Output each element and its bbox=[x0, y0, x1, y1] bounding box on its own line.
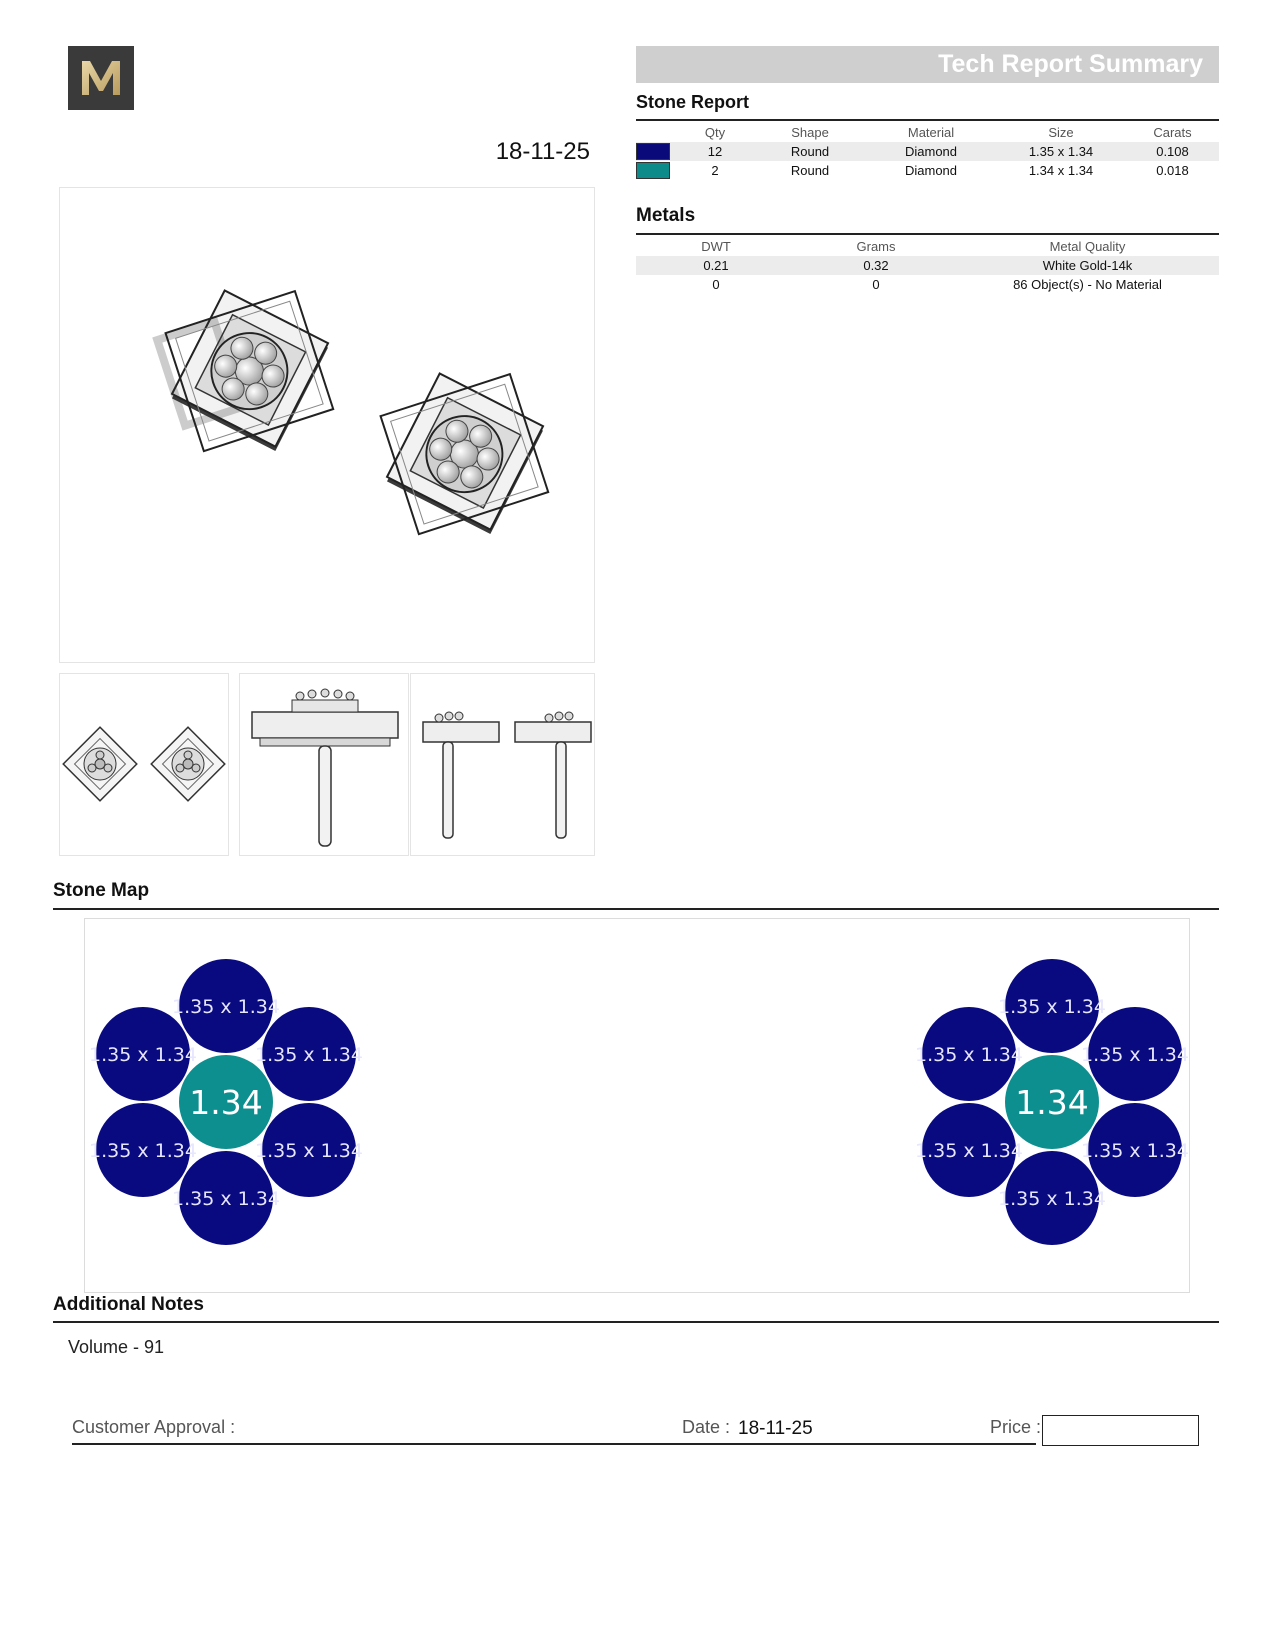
stone-size-label: 1.35 x 1.34 bbox=[1081, 1140, 1189, 1162]
stone-size-label: 1.35 x 1.34 bbox=[89, 1140, 197, 1162]
notes-text: Volume - 91 bbox=[68, 1337, 165, 1357]
stone-size-label: 1.35 x 1.34 bbox=[915, 1044, 1023, 1066]
notes-divider bbox=[53, 1321, 1219, 1323]
col-material: Material bbox=[907, 124, 955, 140]
table-row bbox=[636, 142, 1219, 161]
stone-size-label: 1.35 x 1.34 bbox=[255, 1140, 363, 1162]
shape-cell: Round bbox=[790, 163, 830, 178]
stone-report-table bbox=[636, 122, 1219, 180]
col-dwt: DWT bbox=[701, 238, 731, 254]
col-carats: Carats bbox=[1153, 124, 1192, 140]
quality-cell: 86 Object(s) - No Material bbox=[1013, 277, 1162, 292]
stone-report-divider bbox=[636, 119, 1219, 121]
col-size: Size bbox=[1048, 124, 1074, 140]
notes-title: Additional Notes bbox=[53, 1294, 204, 1315]
stone-cluster bbox=[89, 959, 363, 1245]
stone-report-title: Stone Report bbox=[636, 92, 750, 112]
stone-cluster bbox=[915, 959, 1189, 1245]
thumbnail-side-view[interactable] bbox=[239, 673, 409, 856]
grams-cell: 0 bbox=[872, 277, 880, 292]
stone-size-label: 1.35 x 1.34 bbox=[998, 1188, 1106, 1210]
material-cell: Diamond bbox=[904, 163, 958, 178]
center-stone-label: 1.34 bbox=[1015, 1083, 1089, 1122]
stone-map-divider bbox=[53, 908, 1219, 910]
table-row bbox=[636, 161, 1219, 180]
earring-pair-render bbox=[60, 188, 594, 662]
size-cell: 1.35 x 1.34 bbox=[1028, 144, 1094, 159]
metals-divider bbox=[636, 233, 1219, 235]
grams-cell: 0.32 bbox=[863, 258, 889, 273]
profile-view-render bbox=[411, 674, 594, 855]
metals-title: Metals bbox=[636, 205, 696, 226]
carats-cell: 0.108 bbox=[1156, 144, 1189, 159]
approval-date-value: 18-11-25 bbox=[738, 1418, 813, 1439]
carats-cell: 0.018 bbox=[1156, 163, 1189, 178]
stone-size-label: 1.35 x 1.34 bbox=[915, 1140, 1023, 1162]
stone-size-label: 1.35 x 1.34 bbox=[172, 1188, 280, 1210]
qty-cell: 12 bbox=[707, 144, 723, 159]
shape-cell: Round bbox=[790, 144, 830, 159]
col-grams: Grams bbox=[856, 238, 896, 254]
stone-map-frame bbox=[84, 918, 1190, 1293]
table-row bbox=[636, 256, 1219, 275]
approval-signature-line[interactable] bbox=[72, 1443, 1036, 1445]
earring-left bbox=[145, 265, 354, 476]
logo-m-mark bbox=[76, 53, 126, 103]
banner-title: Tech Report Summary bbox=[938, 50, 1203, 78]
dwt-cell: 0 bbox=[712, 277, 720, 292]
col-shape: Shape bbox=[791, 124, 829, 140]
stone-map-title: Stone Map bbox=[53, 880, 150, 901]
stone-size-label: 1.35 x 1.34 bbox=[89, 1044, 197, 1066]
main-render-view bbox=[59, 187, 595, 663]
thumbnail-profile-view[interactable] bbox=[410, 673, 595, 856]
qty-cell: 2 bbox=[711, 163, 719, 178]
customer-approval-label: Customer Approval : bbox=[72, 1417, 236, 1437]
price-field[interactable] bbox=[1042, 1415, 1199, 1446]
stone-size-label: 1.35 x 1.34 bbox=[1081, 1044, 1189, 1066]
side-view-render bbox=[240, 674, 408, 855]
metals-table bbox=[636, 236, 1219, 294]
quality-cell: White Gold-14k bbox=[1042, 258, 1133, 273]
top-view-render bbox=[60, 674, 228, 855]
center-stone-label: 1.34 bbox=[189, 1083, 263, 1122]
stone-size-label: 1.35 x 1.34 bbox=[255, 1044, 363, 1066]
col-metal-quality: Metal Quality bbox=[1049, 238, 1126, 254]
col-color bbox=[636, 122, 676, 142]
report-banner bbox=[636, 46, 1219, 83]
color-swatch bbox=[636, 143, 670, 160]
approval-date-label: Date : bbox=[682, 1417, 731, 1437]
stone-size-label: 1.35 x 1.34 bbox=[998, 996, 1106, 1018]
dwt-cell: 0.21 bbox=[703, 258, 729, 273]
table-row bbox=[636, 275, 1219, 294]
size-cell: 1.34 x 1.34 bbox=[1028, 163, 1094, 178]
price-label: Price : bbox=[990, 1417, 1042, 1437]
color-swatch bbox=[636, 162, 670, 179]
earring-right bbox=[360, 348, 569, 559]
report-date: 18-11-25 bbox=[495, 138, 590, 165]
brand-logo bbox=[68, 46, 134, 110]
material-cell: Diamond bbox=[904, 144, 958, 159]
col-qty: Qty bbox=[704, 124, 726, 140]
stone-map-diagram bbox=[85, 919, 1189, 1292]
stone-size-label: 1.35 x 1.34 bbox=[172, 996, 280, 1018]
thumbnail-top-view[interactable] bbox=[59, 673, 229, 856]
